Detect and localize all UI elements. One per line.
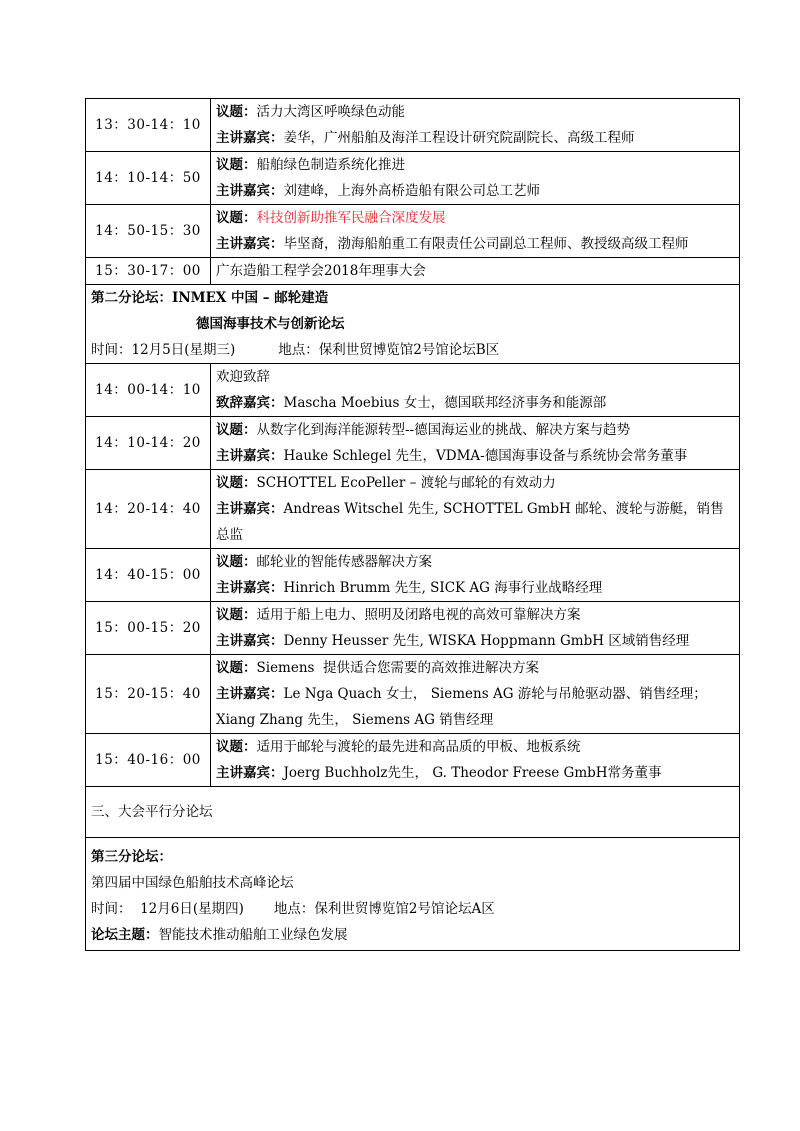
topic-line (216, 549, 734, 575)
speaker-line (216, 496, 734, 548)
session-time: 14：40-15：00 (86, 549, 211, 602)
topic-label: 议题： (216, 210, 257, 226)
session-details (211, 364, 740, 417)
table-row (86, 417, 740, 470)
topic-label: 议题： (216, 554, 257, 570)
topic-line (216, 417, 734, 443)
speaker-text: Joerg Buchholz先生， G. Theodor Freese GmbH常务董事 (283, 765, 662, 781)
topic-line (216, 205, 734, 231)
table-row (86, 655, 740, 734)
forum-2-header (86, 285, 740, 364)
topic-label: 议题： (216, 422, 257, 438)
speaker-line (216, 443, 734, 469)
session-details (211, 549, 740, 602)
session-time: 15：00-15：20 (86, 602, 211, 655)
session-time: 13：30-14：10 (86, 99, 211, 152)
speaker-line (216, 681, 734, 733)
topic-text: SCHOTTEL EcoPeller – 渡轮与邮轮的有效动力 (256, 475, 556, 491)
topic-label: 议题： (216, 104, 257, 120)
session-details (211, 152, 740, 205)
table-row (86, 205, 740, 258)
forum-3-theme (91, 922, 734, 948)
session-details (211, 470, 740, 549)
section-heading-row (86, 787, 740, 838)
topic-text: 从数字化到海洋能源转型--德国海运业的挑战、解决方案与趋势 (256, 422, 631, 438)
table-row (86, 602, 740, 655)
session-details (211, 734, 740, 787)
topic-label: 议题： (216, 660, 257, 676)
speaker-label: 主讲嘉宾： (216, 448, 284, 464)
speaker-text: Hinrich Brumm 先生, SICK AG 海事行业战略经理 (283, 580, 603, 596)
forum-2-subtitle: 德国海事技术与创新论坛 (196, 316, 345, 332)
speaker-text: Le Nga Quach 女士， Siemens AG 游轮与吊舱驱动器、销售经理；Xiang Zhang 先生， Siemens AG 销售经理 (216, 686, 707, 728)
speaker-label: 主讲嘉宾： (216, 765, 284, 781)
theme-text: 智能技术推动船舶工业绿色发展 (158, 927, 348, 943)
topic-text: 适用于船上电力、照明及闭路电视的高效可靠解决方案 (256, 607, 581, 623)
topic-label: 议题： (216, 475, 257, 491)
speaker-line (216, 760, 734, 786)
topic-label: 议题： (216, 739, 257, 755)
forum-3-subtitle: 第四届中国绿色船舶技术高峰论坛 (91, 875, 294, 891)
speaker-label: 主讲嘉宾： (216, 580, 284, 596)
topic-text: 船舶绿色制造系统化推进 (256, 157, 405, 173)
theme-label: 论坛主题： (91, 927, 159, 943)
schedule-table (85, 98, 740, 951)
session-details (211, 602, 740, 655)
session-details: 广东造船工程学会2018年理事大会 (211, 258, 740, 285)
topic-text: Siemens 提供适合您需要的高效推进解决方案 (256, 660, 540, 676)
speaker-line (216, 575, 734, 601)
session-details (211, 99, 740, 152)
speaker-label: 主讲嘉宾： (216, 501, 284, 517)
speaker-text: 毕坚裔，渤海船舶重工有限责任公司副总工程师、教授级高级工程师 (283, 236, 689, 252)
session-details (211, 417, 740, 470)
topic-text: 邮轮业的智能传感器解决方案 (256, 554, 432, 570)
topic-line (216, 734, 734, 760)
forum-2-title: 第二分论坛：INMEX 中国 – 邮轮建造 (91, 290, 329, 306)
topic-line (216, 152, 734, 178)
topic-text-highlighted: 科技创新助推军民融合深度发展 (256, 210, 446, 226)
speaker-line (216, 628, 734, 654)
speaker-label: 主讲嘉宾： (216, 686, 284, 702)
session-details (211, 655, 740, 734)
topic-label: 议题： (216, 607, 257, 623)
forum-3-title: 第三分论坛： (91, 849, 172, 865)
speaker-text: Denny Heusser 先生, WISKA Hoppmann GmbH 区域销售经理 (283, 633, 690, 649)
topic-text: 活力大湾区呼唤绿色动能 (256, 104, 405, 120)
session-details (211, 205, 740, 258)
speaker-label: 致辞嘉宾： (216, 395, 284, 411)
speaker-label: 主讲嘉宾： (216, 236, 284, 252)
speaker-label: 主讲嘉宾： (216, 633, 284, 649)
session-time: 15：20-15：40 (86, 655, 211, 734)
topic-line (216, 99, 734, 125)
speaker-line (216, 125, 734, 151)
topic-line: 欢迎致辞 (216, 369, 270, 385)
speaker-text: Andreas Witschel 先生, SCHOTTEL GmbH 邮轮、渡轮与游艇，销售总监 (216, 501, 724, 543)
session-time: 14：10-14：50 (86, 152, 211, 205)
table-row (86, 364, 740, 417)
speaker-text: 刘建峰，上海外高桥造船有限公司总工艺师 (283, 183, 540, 199)
session-time: 14：00-14：10 (86, 364, 211, 417)
topic-line (216, 602, 734, 628)
session-time: 14：10-14：20 (86, 417, 211, 470)
topic-line (216, 470, 734, 496)
forum-3-block (86, 838, 740, 951)
section-3-heading: 三、大会平行分论坛 (86, 787, 740, 838)
table-row (86, 258, 740, 285)
topic-line (216, 655, 734, 681)
table-row (86, 152, 740, 205)
forum-3-time-place: 时间： 12月6日(星期四) 地点：保利世贸博览馆2号馆论坛A区 (91, 901, 495, 917)
table-row (86, 99, 740, 152)
topic-text: 适用于邮轮与渡轮的最先进和高品质的甲板、地板系统 (256, 739, 581, 755)
speaker-label: 主讲嘉宾： (216, 130, 284, 146)
speaker-label: 主讲嘉宾： (216, 183, 284, 199)
forum-2-time-place: 时间：12月5日(星期三) 地点：保利世贸博览馆2号馆论坛B区 (91, 342, 500, 358)
speaker-text: Hauke Schlegel 先生，VDMA-德国海事设备与系统协会常务董事 (283, 448, 688, 464)
speaker-text: Mascha Moebius 女士，德国联邦经济事务和能源部 (283, 395, 607, 411)
speaker-text: 姜华，广州船舶及海洋工程设计研究院副院长、高级工程师 (283, 130, 635, 146)
topic-label: 议题： (216, 157, 257, 173)
speaker-line (216, 178, 734, 204)
speaker-line (216, 231, 734, 257)
session-time: 15：30-17：00 (86, 258, 211, 285)
table-row (86, 549, 740, 602)
forum-header-row (86, 285, 740, 364)
table-row (86, 470, 740, 549)
speaker-line (216, 390, 734, 416)
forum-header-row (86, 838, 740, 951)
session-time: 14：20-14：40 (86, 470, 211, 549)
session-time: 15：40-16：00 (86, 734, 211, 787)
session-time: 14：50-15：30 (86, 205, 211, 258)
table-row (86, 734, 740, 787)
